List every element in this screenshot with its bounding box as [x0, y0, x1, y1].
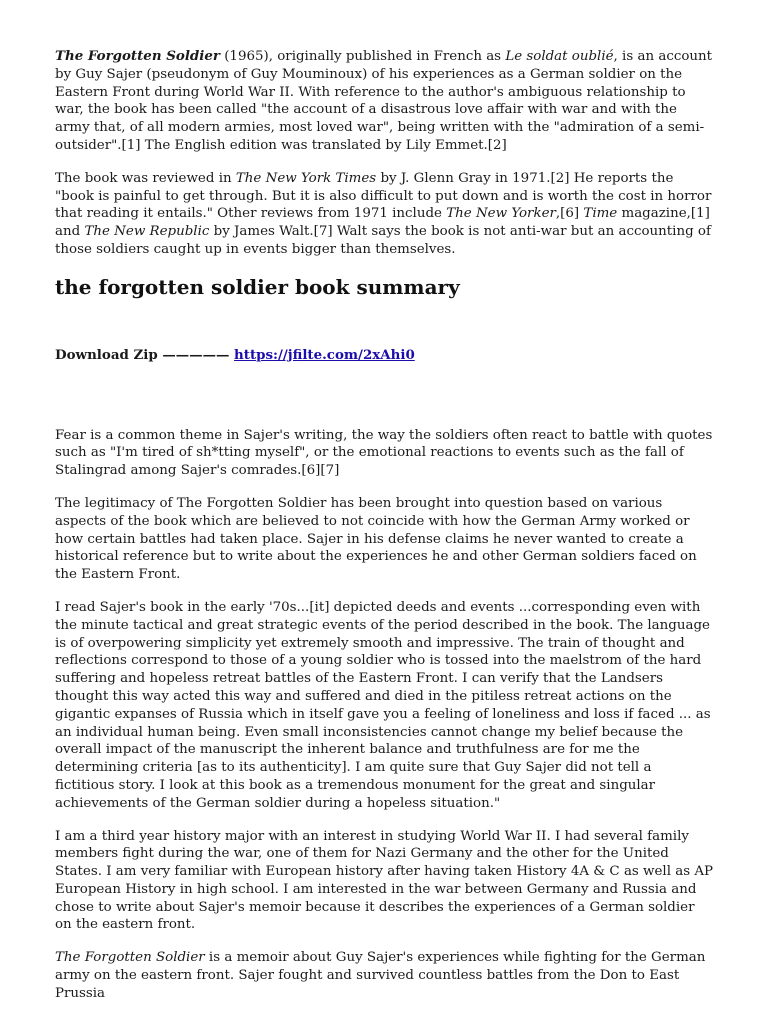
body-paragraph-student: I am a third year history major with an interest in studying World War II. I had several family members fight during the war, one of them for Nazi Germany and the other for the United States. I am very familiar with European history after having taken History 4A & C as well as AP European History in high school. I am interested in the war between Germany and Russia and chose to write about Sajer's memoir because it describes the experiences of a German soldier on the eastern front.	[55, 828, 714, 933]
body-paragraph-fear: Fear is a common theme in Sajer's writing, the way the soldiers often react to battle with quotes such as "I'm tired of sh*tting myself", or the emotional reactions to events such as the fall of Stalingrad among Sajer's comrades.[6][7]	[55, 427, 713, 479]
download-line	[55, 347, 715, 365]
new-yorker-title: The New Yorker	[446, 206, 556, 222]
reviews-text-3: ,[6]	[555, 206, 584, 222]
reviews-text-4: magazine,[1] and	[55, 206, 710, 240]
reviews-text-5: by James Walt.[7] Walt says the book is not anti-war but an accounting of those soldiers caught up in events bigger than themselves.	[55, 224, 711, 257]
intro-text-1: (1965), originally published in French as	[219, 49, 506, 64]
reviews-paragraph	[55, 170, 715, 259]
reviews-text-1: The book was reviewed in	[55, 170, 236, 186]
french-title: Le soldat oublié	[505, 49, 614, 64]
memoir-title: The Forgotten Soldier	[55, 950, 205, 966]
document-page	[55, 48, 715, 1018]
intro-text-2: , is an account by Guy Sajer (pseudonym of Guy Mouminoux) of his experiences as a German soldier on the Eastern Front during World War II. With reference to the author's ambiguous relationship to war, the book has been called "the account of a disastrous love affair with war and with the army that, of all modern armies, most loved war", being written with the "admiration of a semi-outsider".[1] The English edition was translated by Lily Emmet.[2]	[55, 49, 713, 153]
intro-paragraph	[55, 48, 715, 155]
download-link[interactable]: https://jfilte.com/2xAhi0	[234, 346, 415, 363]
reviews-text-2: by J. Glenn Gray in 1971.[2] He reports the "book is painful to get through. But it is also difficult to put down and is worth the cost in horror that reading it entails." Other reviews from 1971 include	[55, 170, 712, 222]
nyt-title: The New York Times	[235, 170, 377, 186]
last-text: is a memoir about Guy Sajer's experiences while fighting for the German army on the eastern front. Sajer fought and survived countless battles from the Don to East Prussia	[55, 950, 706, 1001]
last-paragraph	[55, 949, 715, 1002]
body-paragraph-quote: I read Sajer's book in the early '70s...[it] depicted deeds and events ...corresponding even with the minute tactical and great strategic events of the period described in the book. The language is of overpowering simplicity yet extremely smooth and impressive. The train of thought and reflections correspond to those of a young soldier who is tossed into the maelstrom of the hard suffering and hopeless retreat battles of the Eastern Front. I can verify that the Landsers thought this way acted this way and suffered and died in the pitiless retreat actions on the gigantic expanses of Russia which in itself gave you a feeling of loneliness and loss if faced ... as an individual human being. Even small inconsistencies cannot change my belief because the overall impact of the manuscript the inherent balance and truthfulness are for me the determining criteria [as to its authenticity]. I am quite sure that Guy Sajer did not tell a fictitious story. I look at this book as a tremendous monument for the great and singular achievements of the German soldier during a hopeless situation."	[55, 599, 711, 811]
spacer	[55, 365, 715, 427]
download-label: Download Zip —————	[55, 346, 235, 363]
time-title: Time	[583, 206, 618, 222]
new-republic-title: The New Republic	[84, 224, 210, 240]
section-heading: the forgotten soldier book summary	[55, 274, 460, 299]
book-title: The Forgotten Soldier	[55, 48, 220, 64]
body-paragraph-legitimacy: The legitimacy of The Forgotten Soldier has been brought into question based on various aspects of the book which are believed to not coincide with how the German Army worked or how certain battles had taken place. Sajer in his defense claims he never wanted to create a historical reference but to write about the experiences he and other German soldiers faced on the Eastern Front.	[55, 495, 697, 583]
